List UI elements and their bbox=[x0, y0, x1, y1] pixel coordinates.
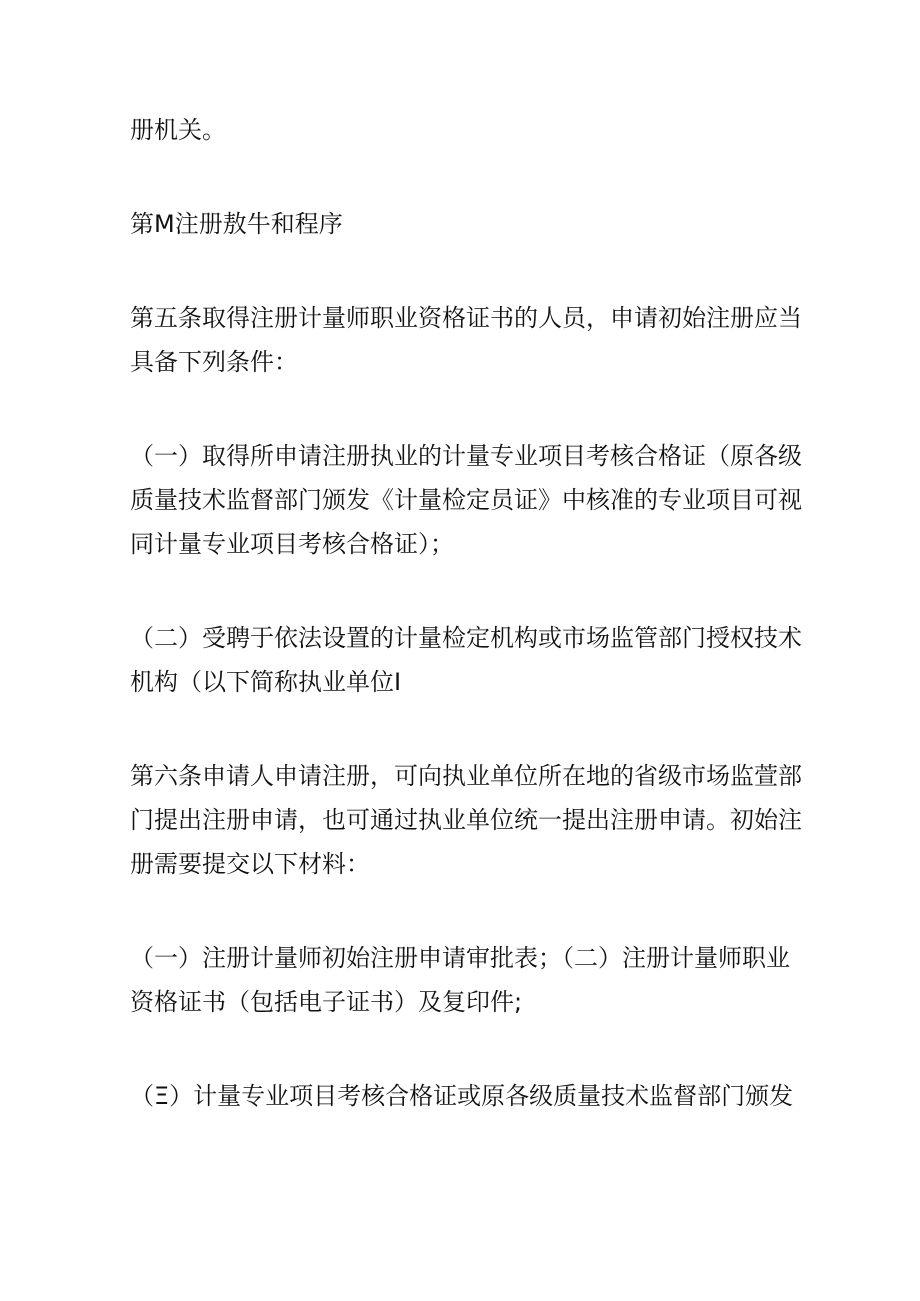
text-line: 质量技术监督部门颁发《计量检定员证》中核准的专业项目可视 bbox=[130, 486, 802, 514]
text-line: （一）注册计量师初始注册申请审批表；（二）注册计量师职业 bbox=[130, 944, 790, 972]
text-line: 具备下列条件： bbox=[130, 348, 298, 376]
text-line: （一）取得所申请注册执业的计量专业项目考核合格证（原各级 bbox=[130, 442, 802, 470]
paragraph-article-5 bbox=[130, 296, 802, 384]
paragraph-materials-3 bbox=[130, 1074, 794, 1118]
text-line: 第五条取得注册计量师职业资格证书的人员，申请初始注册应当 bbox=[130, 304, 802, 332]
paragraph-condition-2 bbox=[130, 616, 802, 704]
paragraph-section-heading bbox=[130, 202, 790, 246]
paragraph-condition-1 bbox=[130, 434, 802, 566]
paragraph-registration-authority bbox=[130, 108, 790, 152]
paragraph-article-6 bbox=[130, 754, 802, 886]
text-line: 同计量专业项目考核合格证）； bbox=[130, 530, 454, 558]
paragraph-materials-1-2 bbox=[130, 936, 790, 1024]
text-line: 机构（以下简称执业单位I bbox=[130, 668, 402, 696]
text-line: （二）受聘于依法设置的计量检定机构或市场监管部门授权技术 bbox=[130, 624, 802, 652]
text-line: 门提出注册申请，也可通过执业单位统一提出注册申请。初始注 bbox=[130, 806, 802, 834]
text-line: 册需要提交以下材料： bbox=[130, 850, 370, 878]
text-line: 册机关。 bbox=[130, 116, 226, 144]
text-line: （Ξ）计量专业项目考核合格证或原各级质量技术监督部门颁发 bbox=[130, 1082, 794, 1110]
text-line: 第六条申请人申请注册，可向执业单位所在地的省级市场监萱部 bbox=[130, 762, 802, 790]
text-line: 资格证书（包括电子证书）及复印件; bbox=[130, 988, 523, 1016]
section-heading: 第M注册敖牛和程序 bbox=[130, 210, 343, 238]
